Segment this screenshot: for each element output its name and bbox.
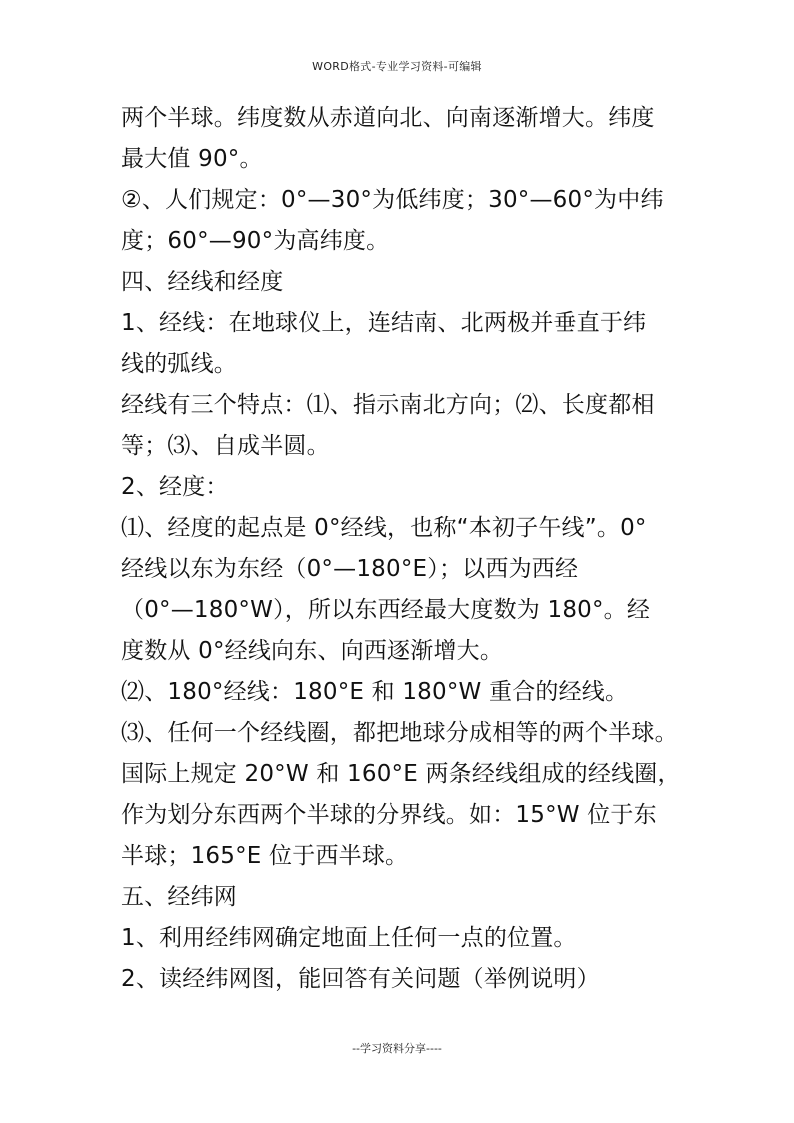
text-line: 国际上规定 20°W 和 160°E 两条经线组成的经线圈， — [121, 761, 681, 787]
text-line: ②、人们规定：0°—30°为低纬度；30°—60°为中纬 — [121, 187, 664, 213]
document-body — [121, 98, 681, 1000]
text-line: ⑴、经度的起点是 0°经线，也称“本初子午线”。0° — [121, 515, 647, 541]
text-line: 1、利用经纬网确定地面上任何一点的位置。 — [121, 925, 577, 951]
text-line: 作为划分东西两个半球的分界线。如：15°W 位于东 — [121, 802, 657, 828]
section-heading: 五、经纬网 — [121, 884, 237, 910]
text-line: 最大值 90°。 — [121, 146, 263, 172]
text-line: ⑶、任何一个经线圈，都把地球分成相等的两个半球。 — [121, 720, 678, 746]
text-line: ⑵、180°经线：180°E 和 180°W 重合的经线。 — [121, 679, 629, 705]
text-line: （0°—180°W），所以东西经最大度数为 180°。经 — [121, 597, 651, 623]
text-line: 两个半球。纬度数从赤道向北、向南逐渐增大。纬度 — [121, 105, 655, 131]
text-line: 1、经线：在地球仪上，连结南、北两极并垂直于纬 — [121, 310, 647, 336]
text-line: 度数从 0°经线向东、向西逐渐增大。 — [121, 638, 504, 664]
subsection-heading: 2、经度： — [121, 474, 229, 500]
page-footer: --学习资料分享---- — [352, 1042, 442, 1055]
text-line: 经线有三个特点：⑴、指示南北方向；⑵、长度都相 — [121, 392, 655, 418]
page-header: WORD格式-专业学习资料-可编辑 — [312, 60, 482, 73]
section-heading: 四、经线和经度 — [121, 269, 284, 295]
text-line: 线的弧线。 — [121, 351, 237, 377]
text-line: 等；⑶、自成半圆。 — [121, 433, 330, 459]
text-line: 经线以东为东经（0°—180°E）；以西为西经 — [121, 556, 579, 582]
text-line: 度；60°—90°为高纬度。 — [121, 228, 390, 254]
text-line: 2、读经纬网图，能回答有关问题（举例说明） — [121, 966, 600, 992]
text-line: 半球；165°E 位于西半球。 — [121, 843, 409, 869]
